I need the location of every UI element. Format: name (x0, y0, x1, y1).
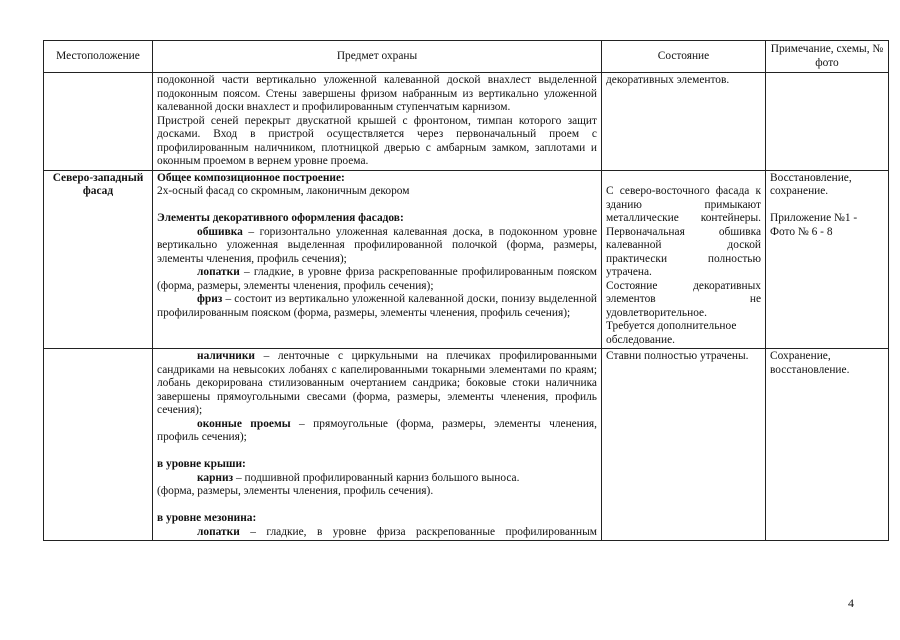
element-term: лопатки (197, 525, 240, 538)
protection-table (43, 40, 889, 541)
cell-subject (153, 349, 602, 541)
section-title: в уровне мезонина: (157, 512, 257, 524)
element-text: – прямоугольные (форма, размеры, элементы членения, профиль сечения); (157, 417, 597, 443)
element-text: – ленточные с циркульными на плечиках профилированными сандриками на невысоких лобанях с капелированными токарными элементами по краям; лобань декорирована стилизованным очертанием сандрика; боковые стоки наличника завершены прямоугольными свесами (форма, размеры, элементы членения, профиль сечения); (157, 350, 597, 416)
element-description (157, 293, 597, 320)
cell-note (766, 170, 889, 349)
composition-text: 2х-осный фасад со скромным, лаконичным декором (157, 185, 410, 197)
element-extra: (форма, размеры, элементы членения, профиль сечения). (157, 485, 434, 497)
section-title: Элементы декоративного оформления фасадов: (157, 212, 404, 224)
cell-state (602, 170, 766, 349)
element-term: фриз (197, 293, 223, 305)
cell-subject (153, 73, 602, 171)
table-row (44, 349, 889, 541)
element-text: – гладкие, в уровне фриза раскрепованные профилированным (239, 525, 597, 538)
header-state: Состояние (602, 41, 766, 73)
cell-note (766, 349, 889, 541)
element-term: обшивка (197, 225, 243, 238)
element-description (157, 526, 597, 540)
note-text: Приложение №1 - Фото № 6 - 8 (770, 212, 858, 238)
element-description (157, 472, 597, 486)
table-row (44, 170, 889, 349)
element-text: – подшивной профилированный карниз большого выноса. (233, 471, 520, 484)
cell-location (44, 349, 153, 541)
state-text: Состояние декоративных элементов не удовлетворительное. (606, 279, 761, 319)
state-text: декоративных элементов. (606, 74, 730, 86)
element-term: карниз (197, 471, 234, 484)
cell-location: Северо-западный фасад (44, 170, 153, 349)
header-subject: Предмет охраны (153, 41, 602, 73)
table-header-row (44, 41, 889, 73)
cell-state (602, 349, 766, 541)
subject-paragraph: подоконной части вертикально уложенной калеванной доской внахлест выделенной подоконным поясом. Стены завершены фризом набранным из вертикально уложенной калеванной доски внахлест и профилированным ступенчатым карнизом. (157, 74, 597, 113)
state-text: Ставни полностью утрачены. (606, 350, 749, 362)
element-description (157, 418, 597, 445)
page-number: 4 (848, 596, 854, 610)
element-term: наличники (197, 350, 255, 362)
state-text: С северо-восточного фасада к зданию примыкают металлические контейнеры. Первоначальная обшивка калеванной доской практически полностью утрачена. (606, 185, 761, 278)
element-text: – гладкие, в уровне фриза раскрепованные профилированным пояском (форма, размеры, элементы членения, профиль сечения); (157, 266, 597, 292)
state-text: Требуется дополнительное обследование. (606, 320, 737, 346)
header-location: Местоположение (44, 41, 153, 73)
element-description (157, 226, 597, 267)
subject-paragraph: Пристрой сеней перекрыт двускатной крышей с фронтоном, тимпан которого защит досками. Вход в пристрой осуществляется через первоначальный проем с профилированным наличником, плотницкой дверью с амбарным замком, заплотами и оконным проемом в вернем уровне проема. (157, 114, 597, 167)
element-text: – горизонтально уложенная калеванная доска, в подоконном уровне вертикально уложенная выделенная профилированной полочкой (форма, размеры, элементы членения, профиль сечения); (157, 225, 597, 265)
element-term: лопатки (197, 266, 240, 278)
note-text: Сохранение, восстановление. (770, 350, 850, 376)
element-term: оконные проемы (197, 417, 291, 430)
note-text: Восстановление, сохранение. (770, 171, 852, 197)
element-description (157, 266, 597, 293)
cell-subject (153, 170, 602, 349)
element-description (157, 350, 597, 418)
section-title: Общее композиционное построение: (157, 171, 345, 184)
element-text: – состоит из вертикально уложенной калеванной доски, понизу выделенной профилированным пояском (форма, размеры, элементы членения, профиль сечения); (157, 293, 597, 319)
cell-note (766, 73, 889, 171)
cell-state (602, 73, 766, 171)
table-row (44, 73, 889, 171)
cell-location (44, 73, 153, 171)
header-note: Примечание, схемы, № фото (766, 41, 889, 73)
section-title: в уровне крыши: (157, 458, 246, 470)
